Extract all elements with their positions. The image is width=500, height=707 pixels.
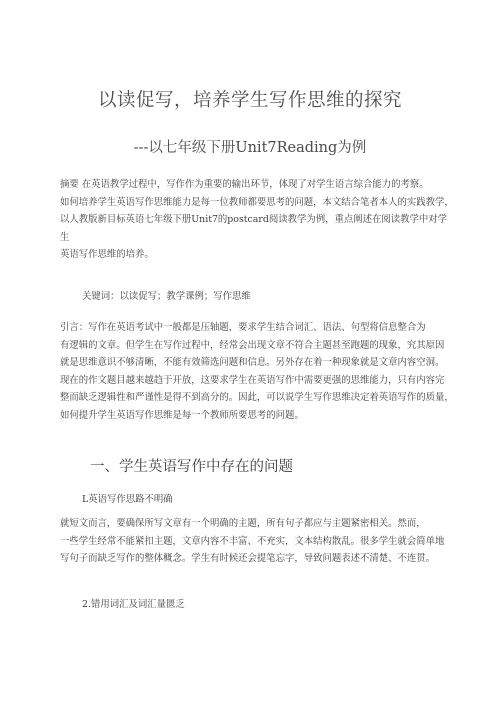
subsection-heading-1: L英语写作思路不明确 [82, 494, 173, 505]
introduction-paragraph: 引言：写作在英语考试中一般都是压轴题，要求学生结合词汇、语法、句型将信息整合为 有逻辑的文章。但学生在写作过程中，经常会出现文章不符合主题甚至跑题的现象，究其原因 就是思维意识不够清晰，不能有效筛选问题和信息。另外存在着一种现象就是文章内容空洞。 现在的作文题目越来越趋于开放，这要求学生在英语写作中需要更强的思维能力，只有内容完 整而缺乏逻辑性和严谨性是得不到高分的。因此，可以说学生写作思维决定着英语写作的质量， 如何提升学生英语写作思维是每一个教师所要思考的问题。 [60, 322, 454, 421]
subsection-1-body: 就短文而言，要确保所写文章有一个明确的主题，所有句子都应与主题紧密相关。然而， 一些学生经常不能紧扣主题，文章内容不丰富、不充实，文本结构散乱。很多学生就会简单地 写句子而缺乏写作的整体概念。学生有时候还会提笔忘字，导致问题表述不清楚、不连贯。 [60, 518, 445, 564]
page-subtitle: ---以七年级下册Unit7Reading为例 [133, 140, 367, 156]
subsection-heading-2: 2.错用词汇及词汇量匮乏 [82, 599, 185, 610]
page-title: 以读促写，培养学生写作思维的探究 [97, 90, 402, 111]
keywords-line: 关键词：以读促写；教学课例；写作思维 [82, 291, 251, 302]
section-heading-1: 一、学生英语写作中存在的问题 [90, 459, 293, 475]
abstract-paragraph: 摘要 在英语教学过程中，写作作为重要的输出环节，体现了对学生语言综合能力的考察。 如何培养学生英语写作思维能力是每一位教师都要思考的问题，本文结合笔者本人的实践教学， 以人教版新目标英语七年级下册Unit7的postcard阅读教学为例，重点阐述在阅读教学中对学生 英语写作思维的培养。 [60, 179, 454, 260]
